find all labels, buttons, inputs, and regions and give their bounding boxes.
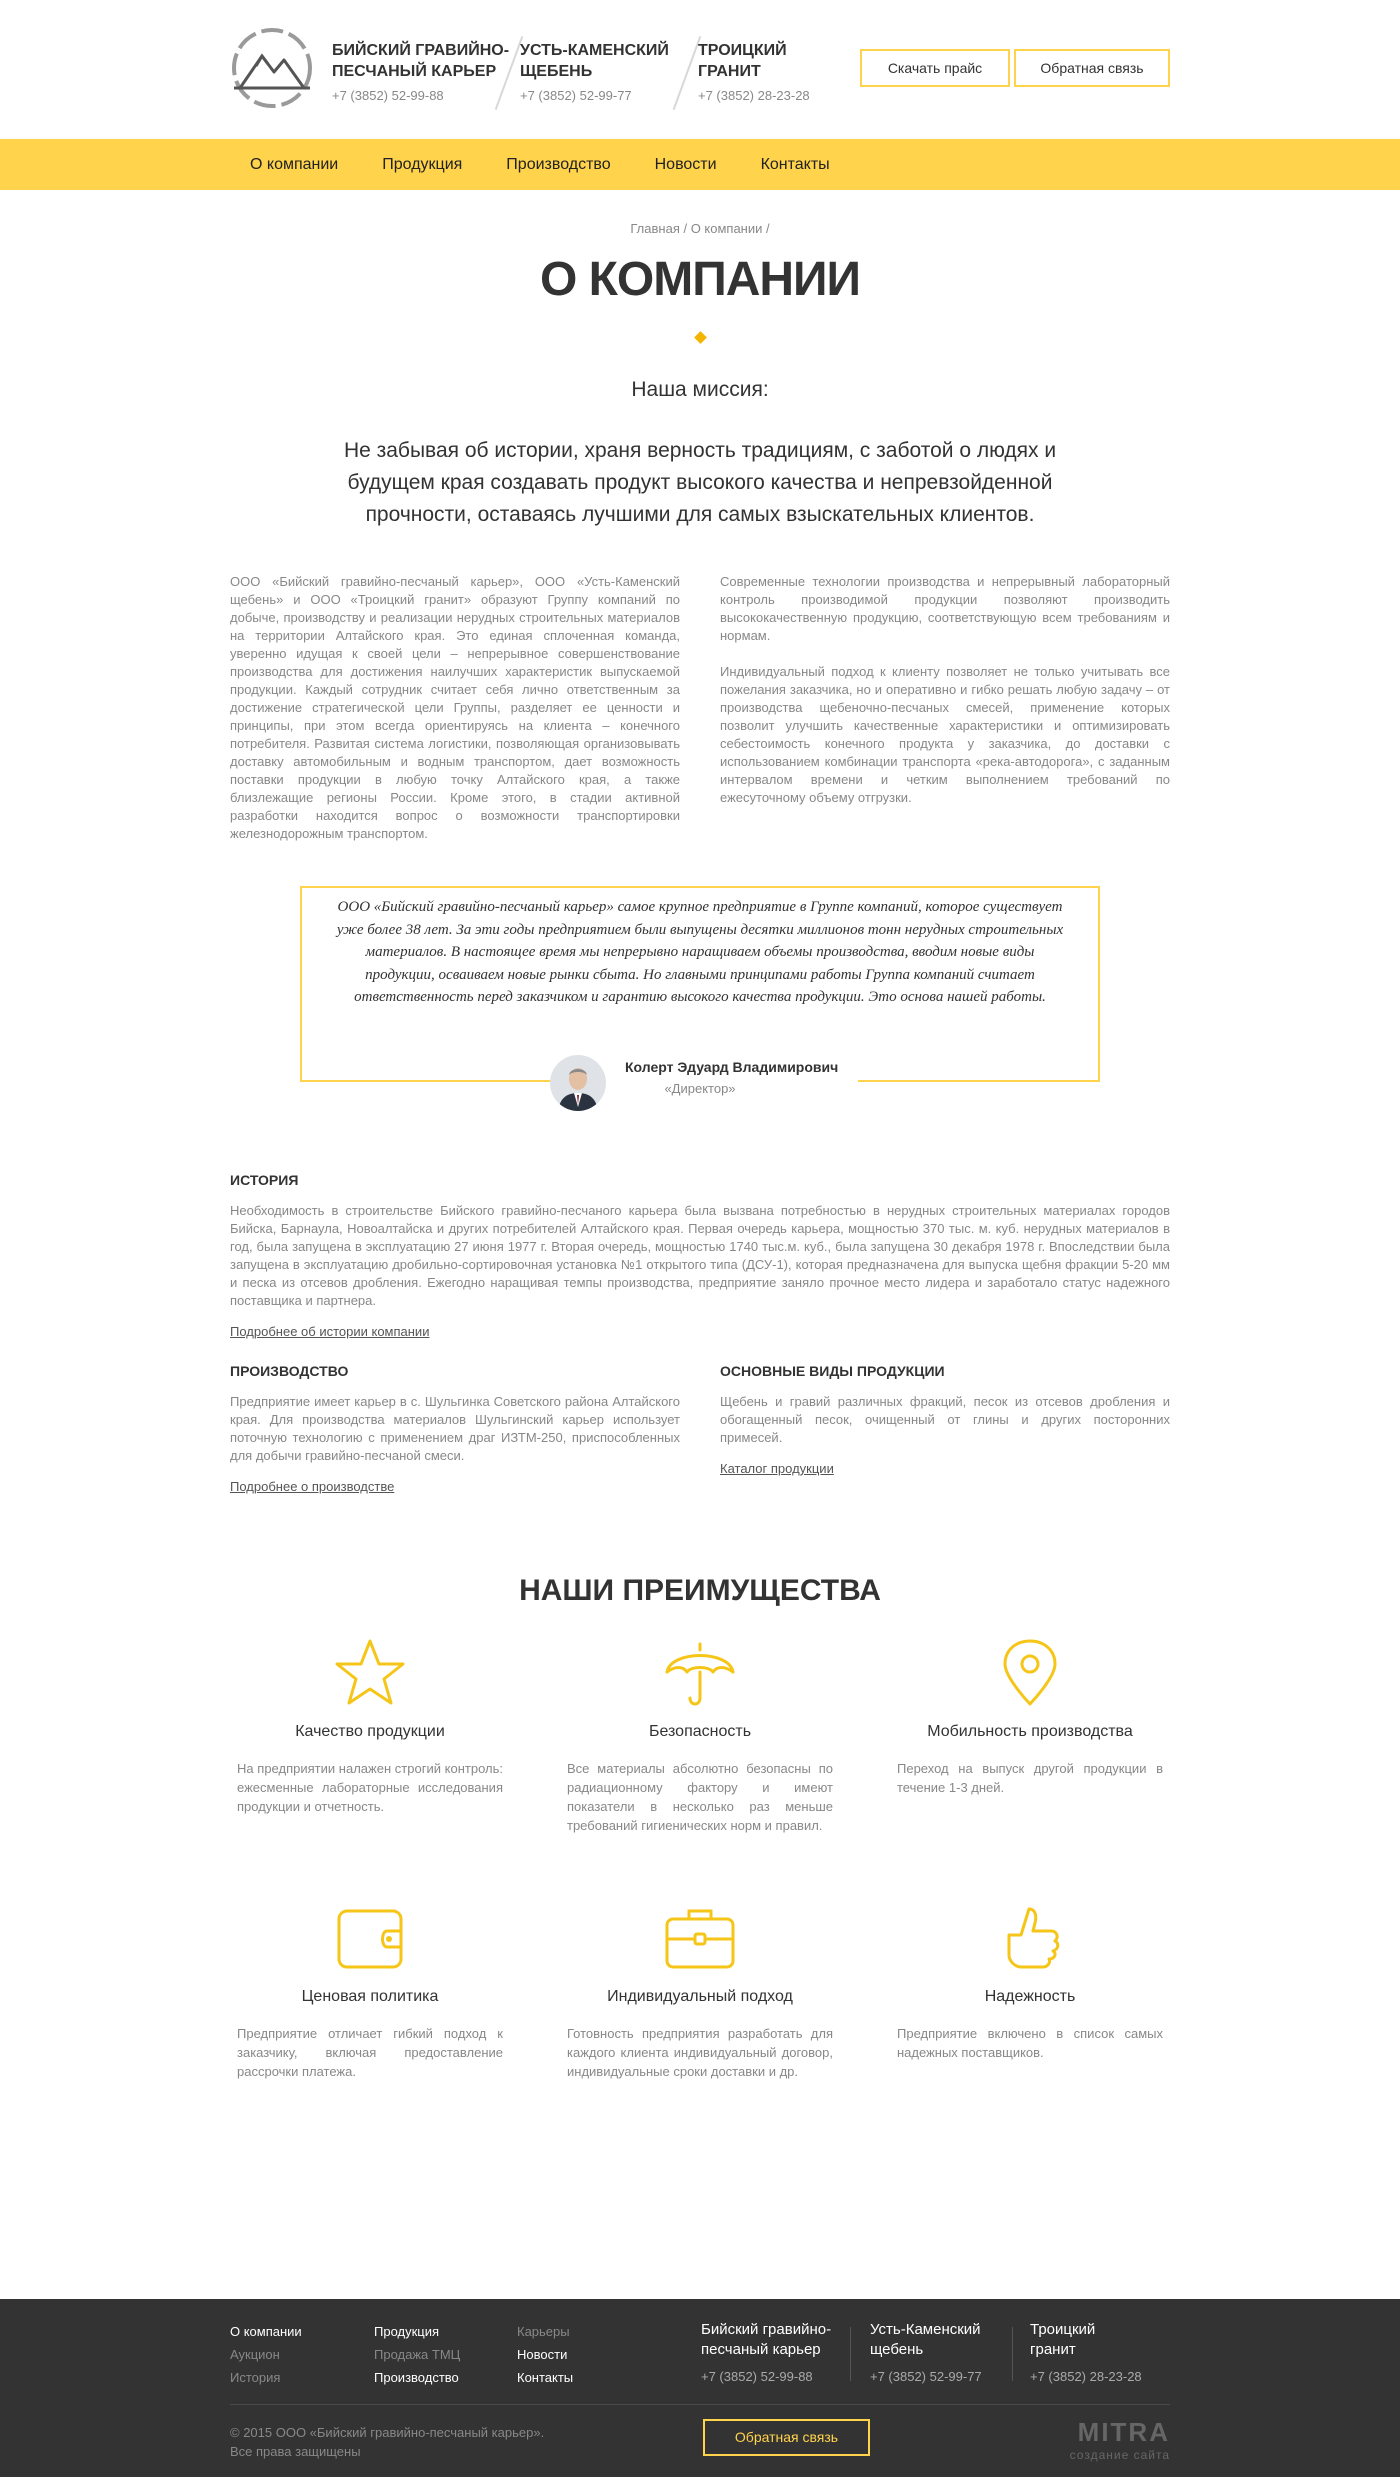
quote-author: Колерт Эдуард Владимирович — [625, 1059, 839, 1075]
footer-link-quarries[interactable]: Карьеры — [517, 2324, 570, 2339]
company-bgpk — [332, 40, 509, 103]
advantage-desc: Все материалы абсолютно безопасны по радиационному фактору и имеют показатели в несколько раз меньше требований гигиенических норм и правил. — [567, 1761, 833, 1833]
title-diamond-icon — [694, 331, 707, 344]
advantage-name: Мобильность производства — [927, 1723, 1133, 1740]
advantages-title: НАШИ ПРЕИМУЩЕСТВА — [519, 1574, 881, 1607]
advantage-desc: Предприятие включено в список самых надежных поставщиков. — [897, 2026, 1163, 2060]
footer-feedback-button[interactable]: Обратная связь — [703, 2419, 870, 2456]
feedback-button[interactable]: Обратная связь — [1014, 49, 1170, 87]
company-phone[interactable]: +7 (3852) 52-99-88 — [332, 88, 444, 103]
company-ukshch — [520, 40, 669, 103]
company-phone[interactable]: +7 (3852) 52-99-77 — [520, 88, 632, 103]
quote-text: ООО «Бийский гравийно-песчаный карьер» самое крупное предприятие в Группе компаний, которое существует уже более 38 лет. За эти годы предприятием были выпущены десятки миллионов тонн нерудных строительных материалов. В настоящее время мы непрерывно наращиваем объемы производства, вводим новые виды продукции, осваиваем новые рынки сбыта. Но главными принципами работы Группа компаний считает ответственность перед заказчиком и гарантию высокого качества продукции. Это основа нашей работы. — [336, 899, 1064, 1005]
footer-link-history[interactable]: История — [230, 2370, 281, 2385]
footer-link-about[interactable]: О компании — [230, 2324, 302, 2339]
mission-heading: Наша миссия: — [631, 378, 769, 401]
production-heading: ПРОИЗВОДСТВО — [230, 1363, 349, 1379]
download-price-button[interactable]: Скачать прайс — [860, 49, 1010, 87]
production-text: Предприятие имеет карьер в с. Шульгинка Советского района Алтайского края. Для производства материалов Шульгинский карьер использует поточную технологию с применением драг ИЗТМ-250, приспособленных для добычи гравийно-песчаной смеси. — [230, 1394, 680, 1463]
advantage-desc: Переход на выпуск другой продукции в течение 1-3 дней. — [897, 1761, 1163, 1795]
intro-columns — [230, 573, 1170, 843]
mission-text: Не забывая об истории, храня верность традициям, с заботой о людях и будущем края создавать продукт высокого качества и непревзойденной прочности, оставаясь лучшими для самых взыскательных клиентов. — [343, 439, 1057, 526]
advantage-pricing — [230, 1901, 510, 2081]
nav-item-contacts[interactable]: Контакты — [760, 155, 830, 173]
advantage-individual — [560, 1901, 840, 2081]
header — [0, 0, 1400, 139]
advantage-mobility — [890, 1636, 1170, 1835]
advantage-name: Надежность — [984, 1988, 1076, 2005]
thumbs-up-icon — [993, 1901, 1067, 1975]
history-section — [230, 1172, 1170, 1341]
footer-divider — [850, 2327, 851, 2381]
footer-company-phone[interactable]: +7 (3852) 52-99-88 — [701, 2369, 813, 2384]
main-content — [230, 221, 1170, 2081]
location-pin-icon — [993, 1636, 1067, 1710]
footer-link-production[interactable]: Производство — [374, 2370, 459, 2385]
history-text: Необходимость в строительстве Бийского гравийно-песчаного карьера была вызвана потребностью в нерудных строительных материалах городов Бийска, Барнаула, Новоалтайска и других потребителей Алтайского края. Первая очередь карьера, мощностью 370 тыс. м. куб. нерудных материалов в год, была запущена в эксплуатацию 27 июня 1977 г. Вторая очередь, мощностью 1740 тыс.м. куб., была запущена 30 декабря 1978 г. Впоследствии была запущена в эксплуатацию дробильно-сортировочная установка №1 открытого типа (ДСУ-1), которая предназначена для выпуска щебня фракции 5-20 мм и песка из отсевов дробления. Ежегодно наращивая темпы производства, предприятие заняло прочное место лидера и заработало статус надежного поставщика и партнера. — [230, 1203, 1170, 1308]
nav-item-news[interactable]: Новости — [654, 155, 717, 173]
production-link[interactable]: Подробнее о производстве — [230, 1479, 395, 1494]
page-title: О КОМПАНИИ — [539, 253, 861, 306]
products-text: Щебень и гравий различных фракций, песок из отсевов дробления и обогащенный песок, очищенный от глины и других посторонних примесей. — [720, 1394, 1170, 1445]
advantage-name: Индивидуальный подход — [607, 1988, 793, 2005]
products-heading: ОСНОВНЫЕ ВИДЫ ПРОДУКЦИИ — [720, 1363, 945, 1379]
advantage-name: Ценовая политика — [301, 1988, 439, 2005]
director-quote — [300, 886, 1100, 1096]
footer-link-news[interactable]: Новости — [517, 2347, 568, 2362]
star-icon — [333, 1636, 407, 1710]
company-name: УСТЬ-КАМЕНСКИЙ ЩЕБЕНЬ — [520, 42, 669, 80]
advantages-grid-row2 — [230, 1901, 1170, 2081]
advantage-name: Качество продукции — [295, 1723, 445, 1740]
products-section — [720, 1363, 1170, 1496]
catalog-link[interactable]: Каталог продукции — [720, 1461, 834, 1476]
footer-company-phone[interactable]: +7 (3852) 28-23-28 — [1030, 2369, 1142, 2384]
wallet-icon — [333, 1901, 407, 1975]
footer-company-name: Усть-Каменский щебень — [870, 2321, 981, 2358]
footer-link-tmc[interactable]: Продажа ТМЦ — [374, 2347, 461, 2362]
footer-divider — [1012, 2327, 1013, 2381]
company-phone[interactable]: +7 (3852) 28-23-28 — [698, 88, 810, 103]
advantages-grid — [230, 1636, 1170, 1835]
footer-company-name: Бийский гравийно- песчаный карьер — [701, 2321, 832, 2358]
advantage-safety — [560, 1636, 840, 1835]
nav-item-products[interactable]: Продукция — [382, 155, 463, 173]
advantage-reliability — [890, 1901, 1170, 2081]
nav-item-about[interactable]: О компании — [250, 155, 339, 173]
advantage-name: Безопасность — [648, 1723, 752, 1740]
footer-company-name: Троицкий гранит — [1030, 2321, 1096, 2358]
logo-mountain-icon[interactable] — [230, 26, 314, 110]
copyright: © 2015 ООО «Бийский гравийно-песчаный карьер». Все права защищены — [230, 2425, 545, 2459]
intro-right: Современные технологии производства и непрерывный лабораторный контроль производимой продукции позволяют производить высококачественную продукцию, соответствующую всем требованиям и нормам. Индивидуальный подход к клиенту позволяет не только учитывать все пожелания заказчика, но и оперативно и гибко решать любую задачу – от производства щебеночно-песчаных смесей, применение которых позволит улучшить качественные характеристики и оптимизировать себестоимость конечного продукта у заказчика, до доставки с использованием комбинации транспорта «река-автодорога», с заданным интервалом времени и четким выполнением требований по ежесуточному объему отгрузки. — [720, 574, 1170, 805]
company-tg — [698, 40, 810, 103]
footer — [0, 2299, 1400, 2477]
advantage-desc: Готовность предприятия разработать для каждого клиента индивидуальный договор, индивидуальные сроки доставки и др. — [567, 2026, 833, 2079]
history-link[interactable]: Подробнее об истории компании — [230, 1324, 430, 1339]
footer-link-products[interactable]: Продукция — [374, 2324, 440, 2339]
footer-company-phone[interactable]: +7 (3852) 52-99-77 — [870, 2369, 982, 2384]
header-divider — [673, 36, 702, 110]
developer-logo[interactable]: MITRA создание сайта — [1069, 2417, 1170, 2462]
company-name: ТРОИЦКИЙ ГРАНИТ — [698, 42, 787, 80]
footer-link-contacts[interactable]: Контакты — [517, 2370, 574, 2385]
advantage-desc: На предприятии налажен строгий контроль: ежесменные лабораторные исследования продукции и отчетность. — [237, 1761, 503, 1814]
umbrella-icon — [663, 1636, 737, 1710]
footer-divider — [230, 2404, 1170, 2405]
briefcase-icon — [663, 1901, 737, 1975]
advantage-desc: Предприятие отличает гибкий подход к заказчику, включая предоставление рассрочки платежа. — [237, 2026, 503, 2079]
intro-left: ООО «Бийский гравийно-песчаный карьер», ООО «Усть-Каменский щебень» и ООО «Троицкий гранит» образуют Группу компаний по добыче, производству и реализации нерудных строительных материалов на территории Алтайского края. Это единая сплоченная команда, уверенно идущая к своей цели – непрерывное совершенствование производства для достижения наилучших характеристик выпускаемой продукции. Каждый сотрудник считает себя лично ответственным за достижение стратегической цели Группы, разделяет ее ценности и принципы, при этом всегда ориентируясь на клиента – конечного потребителя. Развитая система логистики, позволяющая организовывать доставку автомобильным и водным транспортом, дает возможность поставки продукции в любую точку Алтайского края, а также близлежащие регионы России. Кроме этого, в стадии активной разработки находится вопрос о возможности транспортировки железнодорожным транспортом. — [230, 574, 680, 841]
production-section — [230, 1363, 680, 1496]
quote-role: «Директор» — [664, 1081, 736, 1096]
footer-link-auction[interactable]: Аукцион — [230, 2347, 280, 2362]
nav-item-production[interactable]: Производство — [506, 155, 611, 173]
main-nav — [0, 139, 1400, 190]
info-columns — [230, 1363, 1170, 1496]
history-heading: ИСТОРИЯ — [230, 1172, 299, 1188]
breadcrumb[interactable]: Главная / О компании / — [630, 221, 770, 236]
company-name: БИЙСКИЙ ГРАВИЙНО- ПЕСЧАНЫЙ КАРЬЕР — [332, 42, 510, 80]
advantage-quality — [230, 1636, 510, 1835]
